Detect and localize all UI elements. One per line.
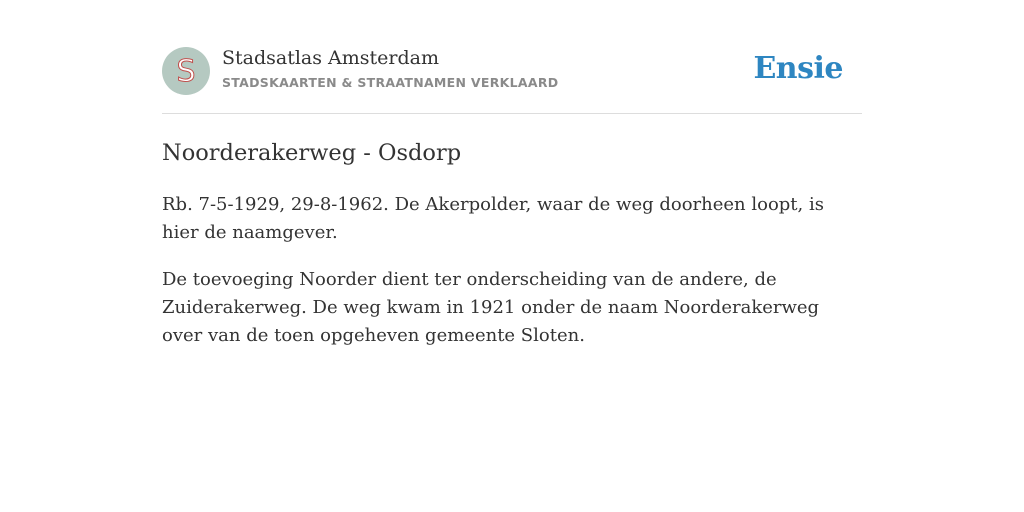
site-title-link[interactable]: Stadsatlas Amsterdam xyxy=(222,47,440,69)
site-subtitle: STADSKAARTEN & STRAATNAMEN VERKLAARD xyxy=(222,75,559,90)
page xyxy=(162,0,862,350)
site-avatar[interactable] xyxy=(162,47,210,95)
entry-paragraph: Rb. 7-5-1929, 29-8-1962. De Akerpolder, waar de weg doorheen loopt, is hier de naamgever. xyxy=(162,194,824,243)
entry-paragraph: De toevoeging Noorder dient ter onderscheiding van de andere, de Zuiderakerweg. De weg kwam in 1921 onder de naam Noorderakerweg over van de toen opgeheven gemeente Sloten. xyxy=(162,269,820,346)
avatar-letter: S xyxy=(176,53,196,89)
ensie-logo-link[interactable]: Ensie xyxy=(753,51,843,86)
entry-body xyxy=(162,191,862,350)
page-title: Noorderakerweg - Osdorp xyxy=(162,140,462,166)
entry xyxy=(162,138,862,350)
site-header xyxy=(162,47,862,114)
